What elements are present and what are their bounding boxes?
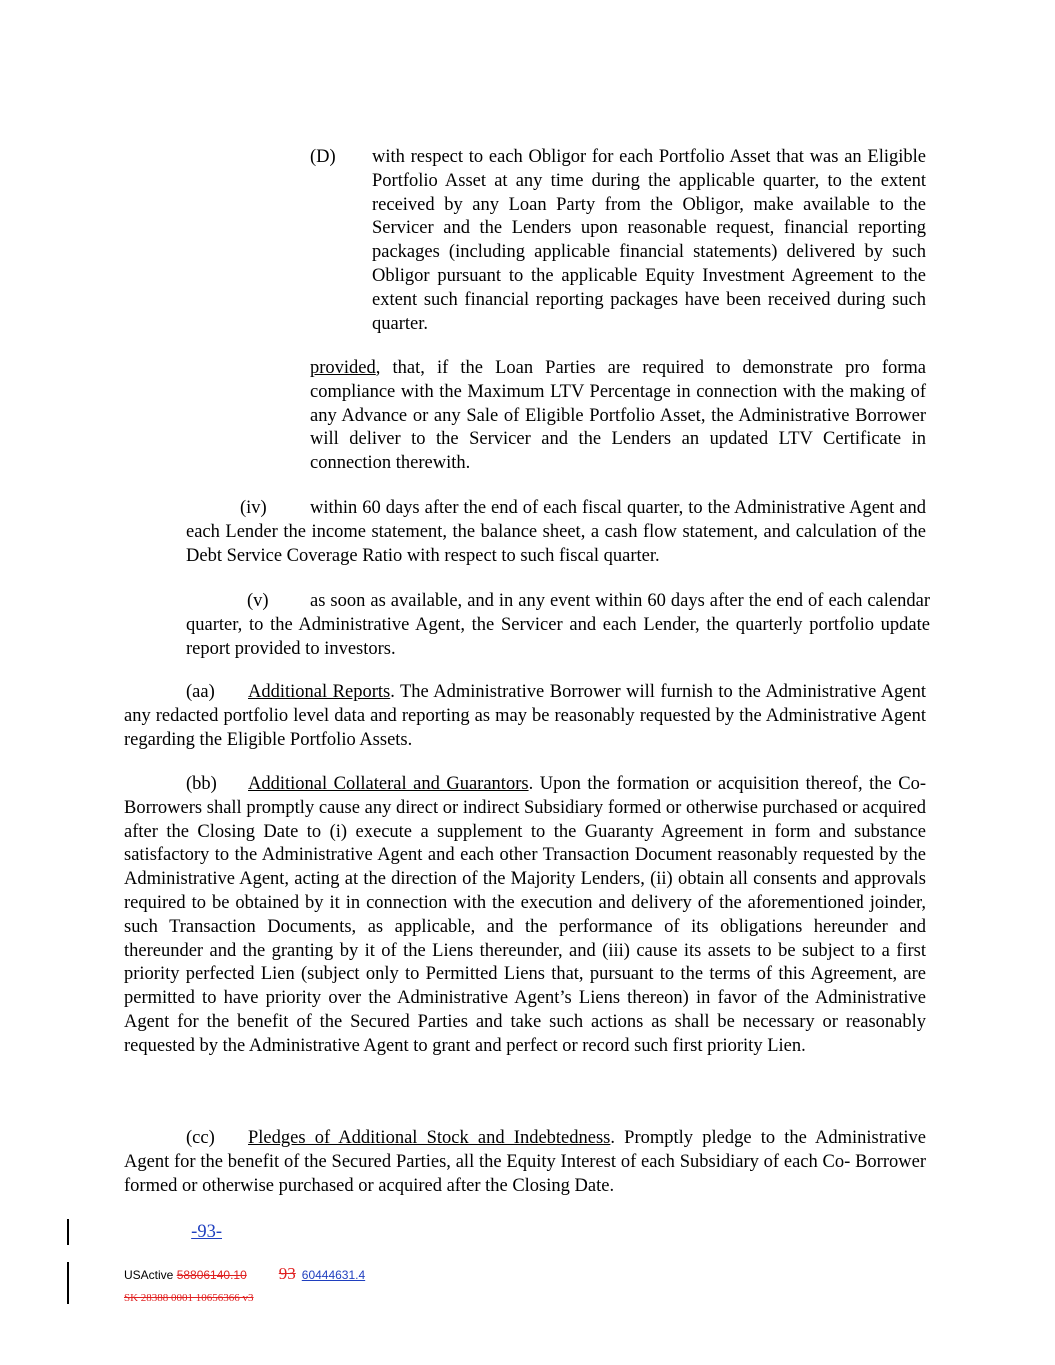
provided-term: provided [310, 358, 376, 378]
section-d-label: (D) [310, 147, 336, 167]
section-v [186, 590, 930, 661]
footer-deleted-page: 93 [278, 1264, 296, 1283]
revision-bar [67, 1262, 69, 1304]
footer-deleted-line: SK 28388 0001 10656366 v3 [124, 1292, 254, 1304]
section-d [310, 146, 926, 336]
section-cc [124, 1127, 926, 1198]
provided-paragraph [310, 357, 926, 476]
section-bb-text: . Upon the formation or acquisition thereof, the Co- Borrowers shall promptly cause any direct or indirect Subsidiary formed or otherwise purchased or acquired after the Closing Date to (i) execute a supplement to the Guaranty Agreement in form and substance satisfactory to the Administrative Agent and each other Transaction Document reasonably requested by the Administrative Agent, acting at the direction of the Majority Lenders, (ii) obtain all consents and approvals required to be obtained by it in connection with the execution and delivery of the aforementioned joinder, such Transaction Documents, as applicable, and the performance of its obligations hereunder and thereunder and the granting by it of the Liens thereunder, and (iii) cause its assets to be subject to a first priority perfected Lien (subject only to Permitted Liens that, pursuant to the terms of this Agreement, are permitted to have priority over the Administrative Agent’s Liens thereon) in favor of the Administrative Agent for the benefit of the Secured Parties and take such actions as shall be necessary or reasonably requested by the Administrative Agent to grant and perfect or record such first priority Lien. [124, 774, 926, 1056]
section-cc-heading: Pledges of Additional Stock and Indebtedness [248, 1128, 611, 1148]
section-iv [186, 497, 926, 568]
footer-inserted-id: 60444631.4 [301, 1268, 366, 1282]
provided-text: , that, if the Loan Parties are required to demonstrate pro forma compliance with the Maximum LTV Percentage in connection with the making of any Advance or any Sale of Eligible Portfolio Asset, the Administrative Borrower will deliver to the Servicer and the Lenders an updated LTV Certificate in connection therewith. [310, 358, 926, 474]
footer-deleted-id: 58806140.10 [176, 1268, 247, 1282]
revision-bar [67, 1219, 69, 1245]
section-iv-label: (iv) [240, 498, 267, 518]
section-bb-label: (bb) [186, 774, 217, 794]
section-bb [124, 773, 926, 1059]
section-aa-text: . The Administrative Borrower will furnish to the Administrative Agent any redacted portfolio level data and reporting as may be reasonably requested by the Administrative Agent regarding the Eligible Portfolio Assets. [124, 682, 926, 750]
section-d-text: with respect to each Obligor for each Portfolio Asset that was an Eligible Portfolio Asset at any time during the applicable quarter, to the extent received by any Loan Party from the Obligor, make available to the Servicer and the Lenders upon reasonable request, financial reporting packages (including applicable financial statements) delivered by such Obligor pursuant to the applicable Equity Investment Agreement to the extent such financial reporting packages have been received during such quarter. [372, 147, 926, 334]
section-v-label: (v) [247, 591, 269, 611]
section-cc-text: . Promptly pledge to the Administrative Agent for the benefit of the Secured Parties, all the Equity Interest of each Subsidiary of each Co- Borrower formed or otherwise purchased or acquired after the Closing Date. [124, 1128, 926, 1196]
section-bb-heading: Additional Collateral and Guarantors [248, 774, 529, 794]
footer-prefix: USActive [124, 1268, 177, 1282]
section-aa-label: (aa) [186, 682, 215, 702]
page-number: -93- [191, 1222, 222, 1242]
section-aa-heading: Additional Reports [248, 682, 391, 702]
section-iv-text: within 60 days after the end of each fiscal quarter, to the Administrative Agent and each Lender the income statement, the balance sheet, a cash flow statement, and calculation of the Debt Service Coverage Ratio with respect to such fiscal quarter. [186, 498, 926, 566]
footer-doc-id [124, 1266, 365, 1283]
section-aa [124, 681, 926, 752]
section-cc-label: (cc) [186, 1128, 215, 1148]
section-v-text: as soon as available, and in any event within 60 days after the end of each calendar quarter, to the Administrative Agent, the Servicer and each Lender, the quarterly portfolio update report provided to investors. [186, 591, 930, 659]
